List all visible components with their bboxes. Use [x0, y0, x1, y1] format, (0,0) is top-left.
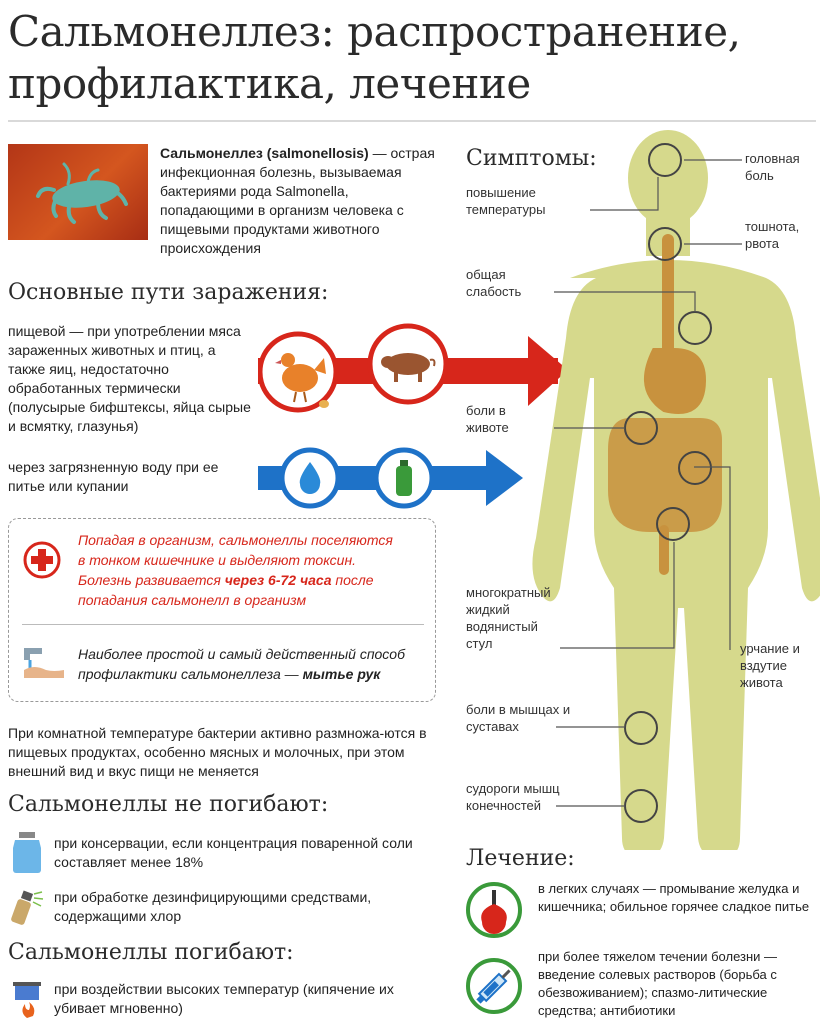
prevention-line-2 [78, 664, 428, 684]
treatment-heading: Лечение: [466, 846, 575, 871]
symptom-label-stool: многократный жидкий водянистый стул [466, 585, 551, 651]
infobox-line-3-bold: через 6-72 часа [224, 572, 332, 588]
preserve-jar-icon [10, 830, 44, 874]
page-title [8, 6, 818, 110]
spray-bottle-icon [8, 888, 46, 926]
infobox-line-1: Попадая в организм, сальмонеллы поселяются [78, 532, 393, 548]
symptom-label-weakness: общая слабость [466, 267, 522, 299]
syringe-icon [464, 956, 524, 1016]
symptom-label-nausea: тошнота, рвота [745, 219, 800, 251]
survive-item-2: при обработке дезинфицирующими средствами, содержащими хлор [54, 889, 372, 924]
title-line-2: профилактика, лечение [8, 59, 531, 108]
prevention-tip [78, 644, 428, 684]
routes-heading: Основные пути заражения: [8, 280, 329, 305]
enema-bulb-icon [464, 880, 524, 940]
symptom-label-muscle-pain: боли в мышцах и суставах [466, 702, 571, 734]
infobox-line-2: в тонком кишечнике и выделяют токсин. [78, 552, 357, 568]
die-heading: Сальмонеллы погибают: [8, 940, 294, 965]
route-water-text: через загрязненную воду при ее питье или купании [8, 459, 219, 494]
prevention-line-2-bold: мытье рук [302, 666, 381, 682]
symptoms-heading: Симптомы: [466, 146, 597, 171]
bacterium-icon [8, 144, 148, 240]
symptom-label-abdominal-pain: боли в животе [466, 403, 509, 435]
route-food-text: пищевой — при употреблении мяса зараженных животных и птиц, а также яиц, недостаточно обработанных термически (полусырые бифштексы, яйца сырые и всмятку, глазунья) [8, 323, 251, 434]
infobox-line-3-post: после [331, 572, 374, 588]
die-item-1: при воздействии высоких температур (кипячение их убивает мгновенно) [54, 981, 394, 1016]
intro-definition [160, 144, 440, 258]
symptom-label-fever: повышение температуры [466, 185, 546, 217]
title-line-1: Сальмонеллез: распространение, [8, 7, 741, 56]
treatment-severe: при более тяжелом течении болезни — введение солевых растворов (борьба с обезвоживанием); спазмо-литические средства; антибиотики [538, 949, 778, 1018]
symptom-label-cramps: судороги мышц конечностей [466, 781, 560, 813]
prevention-line-2-pre: профилактики сальмонеллеза — [78, 666, 303, 682]
boiling-pot-icon [10, 976, 44, 1020]
intro-definition-text: — острая инфекционная болезнь, вызываемая бактериями рода Salmonella, попадающими в организм человека с пищевыми продуктами животного происхождения [160, 145, 435, 256]
room-temperature-note: При комнатной температуре бактерии активно размножа-ются в пищевых продуктах, особенно мясных и молочных, при этом внешний вид и вкус пищи не меняется [8, 725, 427, 779]
bacterium-image [8, 144, 148, 240]
infobox-divider [22, 624, 424, 625]
hand-washing-icon [20, 642, 68, 682]
infobox-warning [78, 530, 428, 610]
symptom-label-rumbling: урчание и вздутие живота [740, 641, 800, 690]
survive-heading: Сальмонеллы не погибают: [8, 792, 329, 817]
treatment-mild: в легких случаях — промывание желудка и кишечника; обильное горячее сладкое питье [538, 881, 810, 914]
symptom-label-headache: головная боль [745, 151, 800, 183]
medical-cross-icon [22, 540, 62, 580]
survive-item-1: при консервации, если концентрация поваренной соли составляет менее 18% [54, 835, 413, 870]
intro-term: Сальмонеллез (salmonellosis) [160, 145, 369, 161]
title-divider [8, 120, 816, 122]
prevention-line-1: Наиболее простой и самый действенный способ [78, 646, 405, 662]
infobox-line-3 [78, 570, 428, 590]
infobox-line-3-pre: Болезнь развивается [78, 572, 225, 588]
infobox-line-4: попадания сальмонелл в организм [78, 592, 307, 608]
